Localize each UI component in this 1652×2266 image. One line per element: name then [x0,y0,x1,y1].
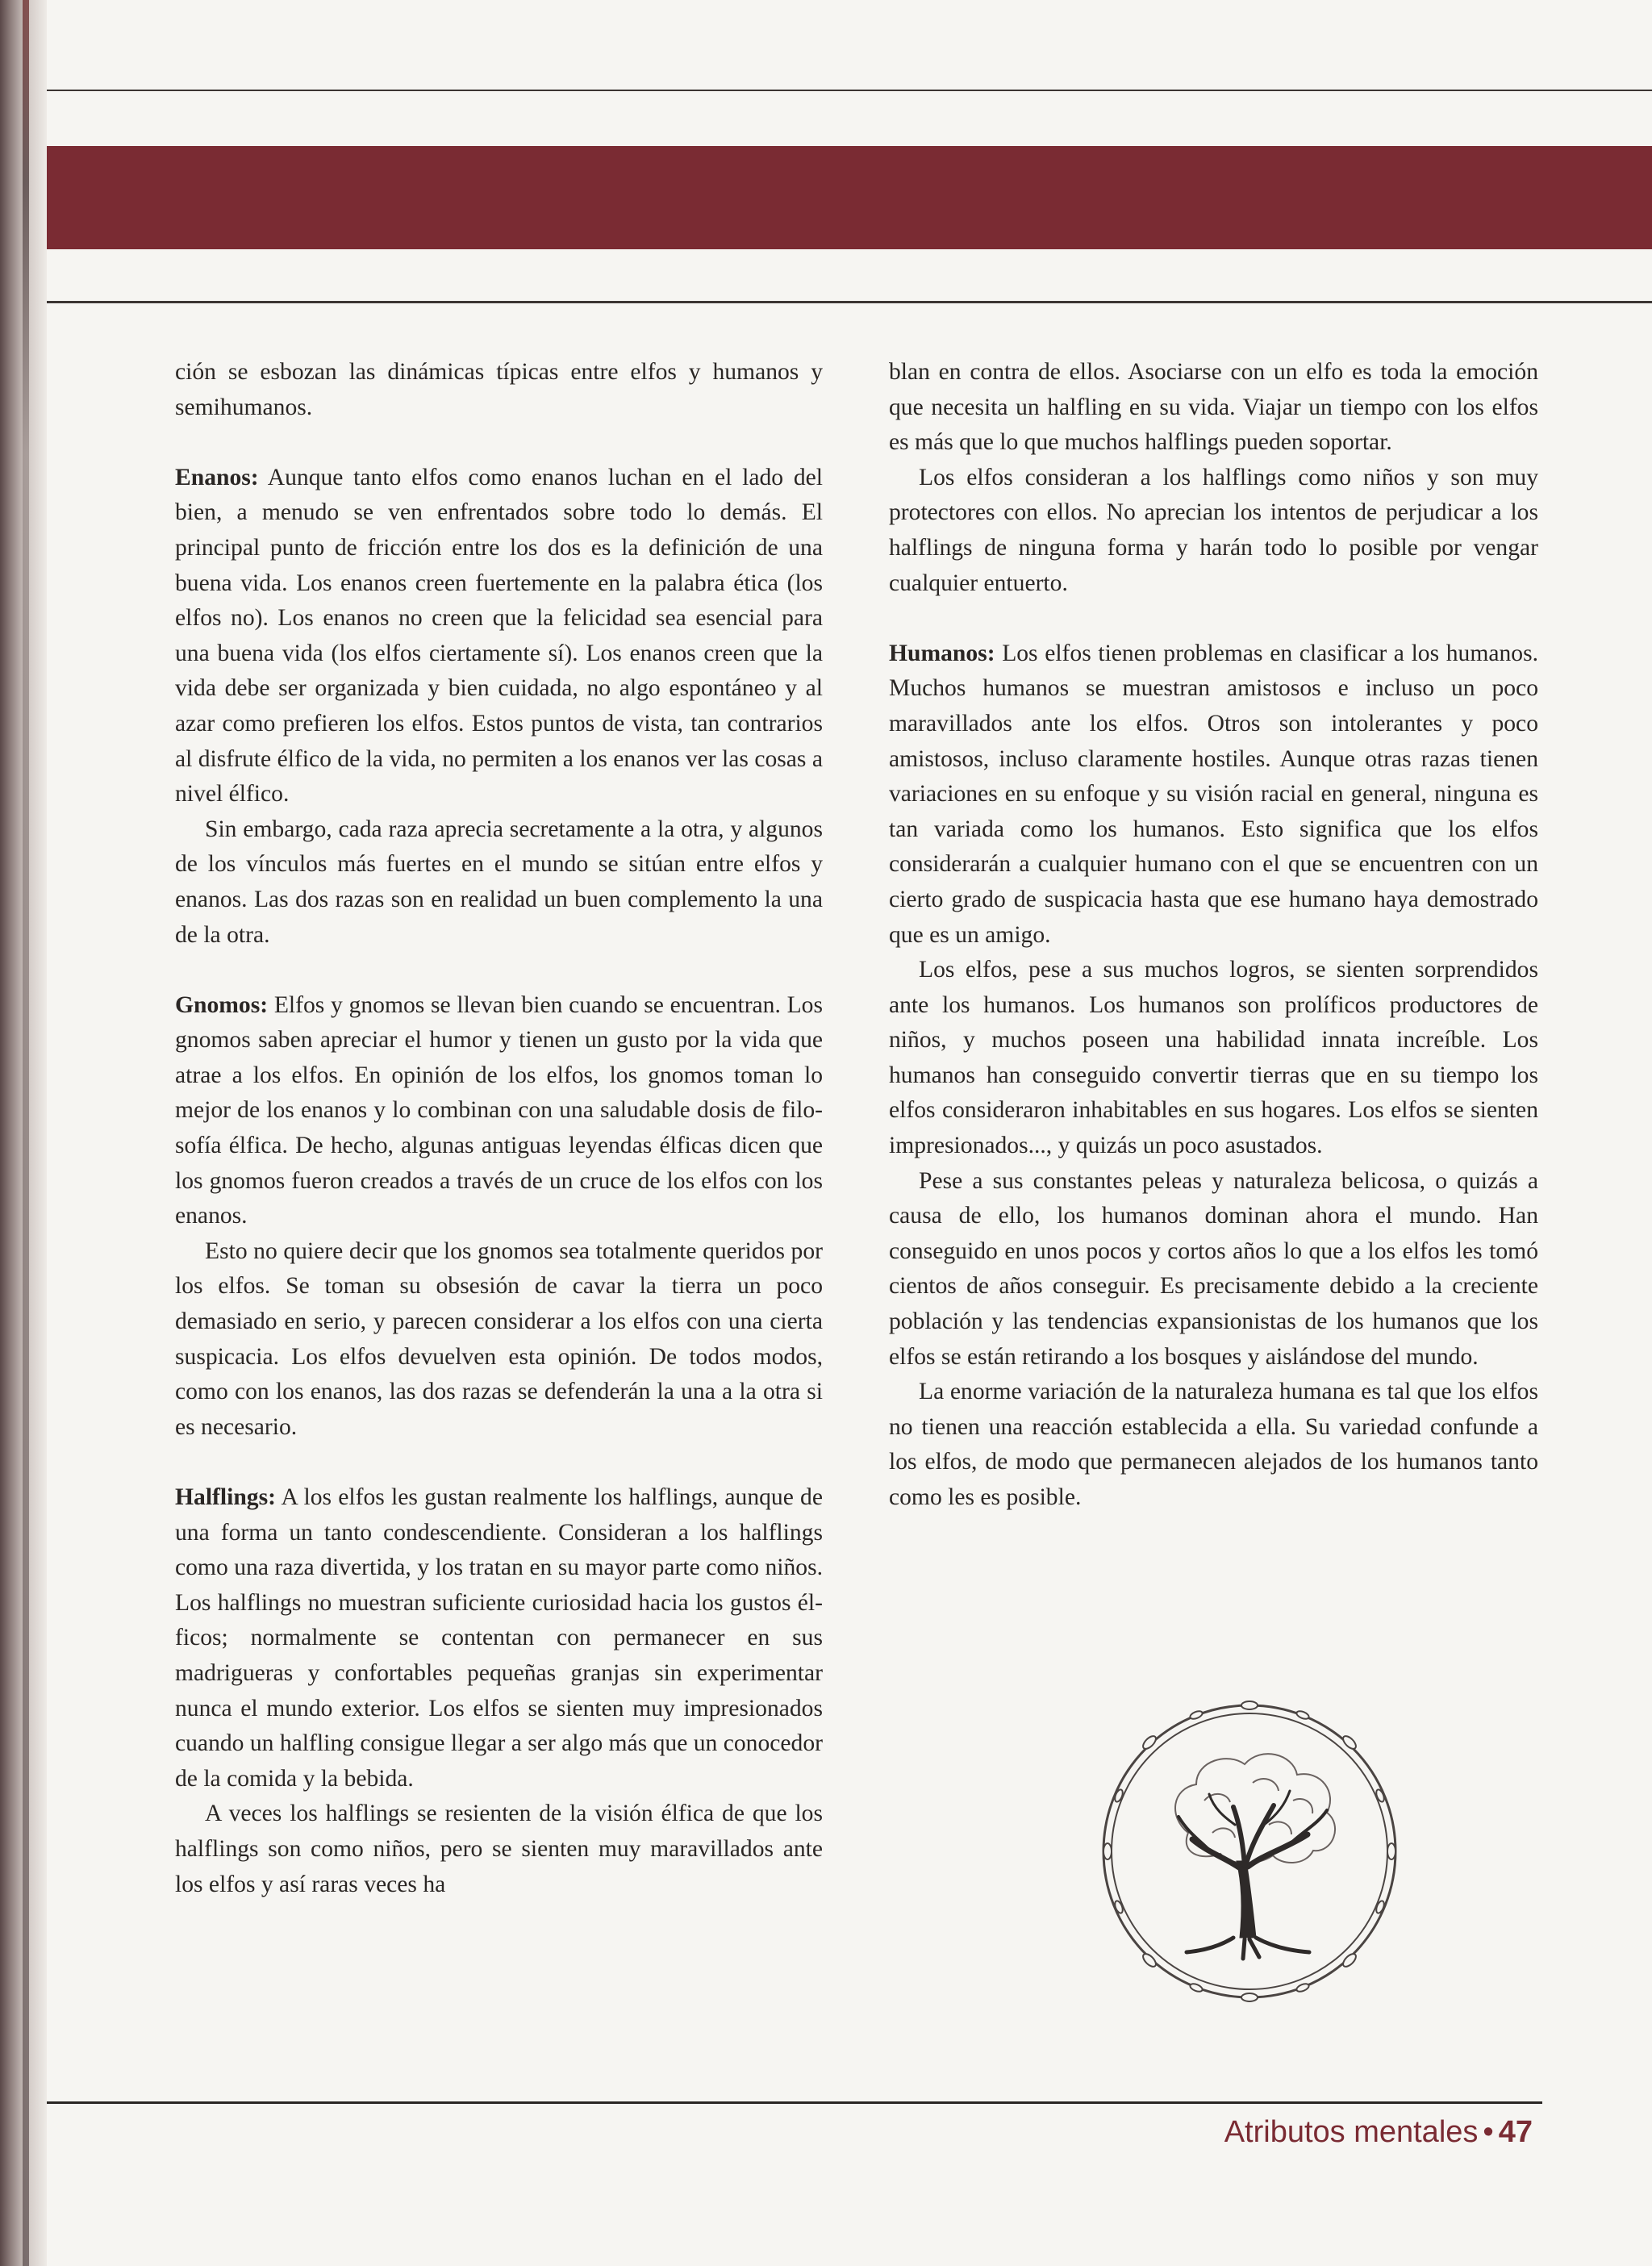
humanos-heading: Humanos: [889,640,995,666]
header-band [47,146,1652,249]
footer-section-title: Atributos mentales [1224,2115,1479,2149]
enanos-text: Aunque tanto elfos como enanos luchan en el lado del bien, a menudo se ven enfrentados sobre todo lo demás. El principal punto de fricción entre los dos es la definición de una buena vida. Los enanos creen fuertemente en la palabra ética (los elfos no). Los enanos no creen que la felicidad sea esencial para una buena vida (los elfos ciertamente sí). Los enanos creen que la vida debe ser organizada y bien cuidada, no algo espontáneo y al azar como prefieren los elfos. Estos puntos de vista, tan contrarios al disfrute élfico de la vida, no permiten a los enanos ver las cosas a nivel élfico. [175,464,823,807]
page-footer [1224,2112,1533,2152]
halflings-paragraph [175,1480,823,1797]
humanos-paragraph-2: Los elfos, pese a sus muchos logros, se sienten sorprendidos ante los humanos. Los humanos son prolíficos productores de niños, y muchos poseen una habilidad innata increíble. Los humanos han conseguido convertir tierras que en su tiempo los elfos consideraron inhabitables en sus hogares. Los elfos se sienten impresionados..., y quizás un poco asustados. [889,957,1538,1159]
footer-separator: • [1483,2115,1494,2149]
enanos-paragraph [175,461,823,812]
page-number: 47 [1498,2115,1533,2149]
humanos-paragraph-3: Pese a sus constantes peleas y naturaleza belicosa, o quizás a causa de ello, los humanos dominan ahora el mundo. Han conseguido en unos pocos y cortos años lo que a los elfos les tomó cientos de años conseguir. Es precisamente debido a la creciente población y las tendencias expansionistas de los humanos que los elfos se están retirando a los bosques y aislándose del mundo. [889,1167,1538,1370]
gnomos-paragraph [175,988,823,1234]
gnomos-text: Elfos y gnomos se llevan bien cuando se encuentran. Los gnomos saben apreciar el humor y tienen un gusto por la vida que atrae a los elfos. En opinión de los elfos, los gnomos toman lo mejor de los enanos y lo combinan con una saludable dosis de filosofía élfica. De hecho, algunas antiguas leyendas élficas dicen que los gnomos fueron creados a través de un cruce de los elfos con los enanos. [175,991,823,1229]
gnomos-paragraph-2: Esto no quiere decir que los gnomos sea totalmente queridos por los elfos. Se toman su obsesión de cavar la tierra un poco demasiado en serio, y parecen considerar a los elfos con una cierta suspicacia. Los elfos devuelven esta opinión. De todos modos, como con los enanos, las dos razas se defenderán la una a la otra si es necesario. [175,1237,823,1440]
humanos-paragraph-4: La enorme variación de la naturaleza humana es tal que los elfos no tienen una reacción establecida a ella. Su variedad confunde a los elfos, de modo que permanecen alejados de los humanos tanto como les es posible. [889,1379,1538,1510]
halflings-text: A los elfos les gustan realmente los halflings, aunque de una forma un tanto condescendiente. Consideran a los halflings como una raza divertida, y los tratan en su mayor parte como niños. Los halflings no muestran suficiente curiosidad hacia los gustos élficos; normalmente se contentan con permanecer en sus madrigueras y confortables pequeñas granjas sin experimentar nunca el mundo exterior. Los elfos se sienten muy impresionados cuando un halfling consigue llegar a ser algo más que un conocedor de la comida y la bebida. [175,1484,823,1792]
header-rule-bottom [47,301,1652,303]
footer-rule [47,2101,1542,2104]
header-rule-top [47,90,1652,91]
gnomos-heading: Gnomos: [175,991,269,1018]
halflings-paragraph-3: Los elfos consideran a los halflings como niños y son muy protectores con ellos. No aprecian los intentos de perjudicar a los halflings de ninguna forma y harán todo lo posible por vengar cualquier entuerto. [889,464,1538,596]
intro-paragraph: ción se esbozan las dinámicas típicas entre elfos y humanos y semihumanos. [175,359,823,420]
halflings-continued-paragraph: blan en contra de ellos. Asociarse con un elfo es toda la emoción que necesita un halfling en su vida. Viajar un tiempo con los elfos es más que lo que muchos halflings pueden soportar. [889,359,1538,456]
enanos-heading: Enanos: [175,464,259,490]
tree-in-vine-wreath-icon [1091,1696,1408,2007]
left-column [175,355,823,1902]
page-binding-edge [0,0,47,2266]
halflings-paragraph-2: A veces los halflings se resienten de la visión élfica de que los halflings son como niños, pero se sienten muy maravillados ante los elfos y así raras veces ha [175,1801,823,1897]
enanos-paragraph-2: Sin embargo, cada raza aprecia secretamente a la otra, y algunos de los vínculos más fuertes en el mundo se sitúan entre elfos y enanos. Las dos razas son en realidad un buen complemento la una de la otra. [175,816,823,948]
humanos-paragraph [889,636,1538,953]
humanos-text: Los elfos tienen problemas en clasificar a los humanos. Muchos humanos se muestran amistosos e incluso un poco maravillados ante los elfos. Otros son intolerantes y poco amistosos, incluso claramente hostiles. Aunque otras razas tienen variaciones en su enfoque y su visión racial en general, ninguna es tan variada como los humanos. Esto significa que los elfos considerarán a cualquier humano con el que se encuentren con un cierto grado de suspicacia hasta que ese humano haya demostrado que es un amigo. [889,640,1538,948]
right-column [889,355,1538,1516]
halflings-heading: Halflings: [175,1484,276,1510]
